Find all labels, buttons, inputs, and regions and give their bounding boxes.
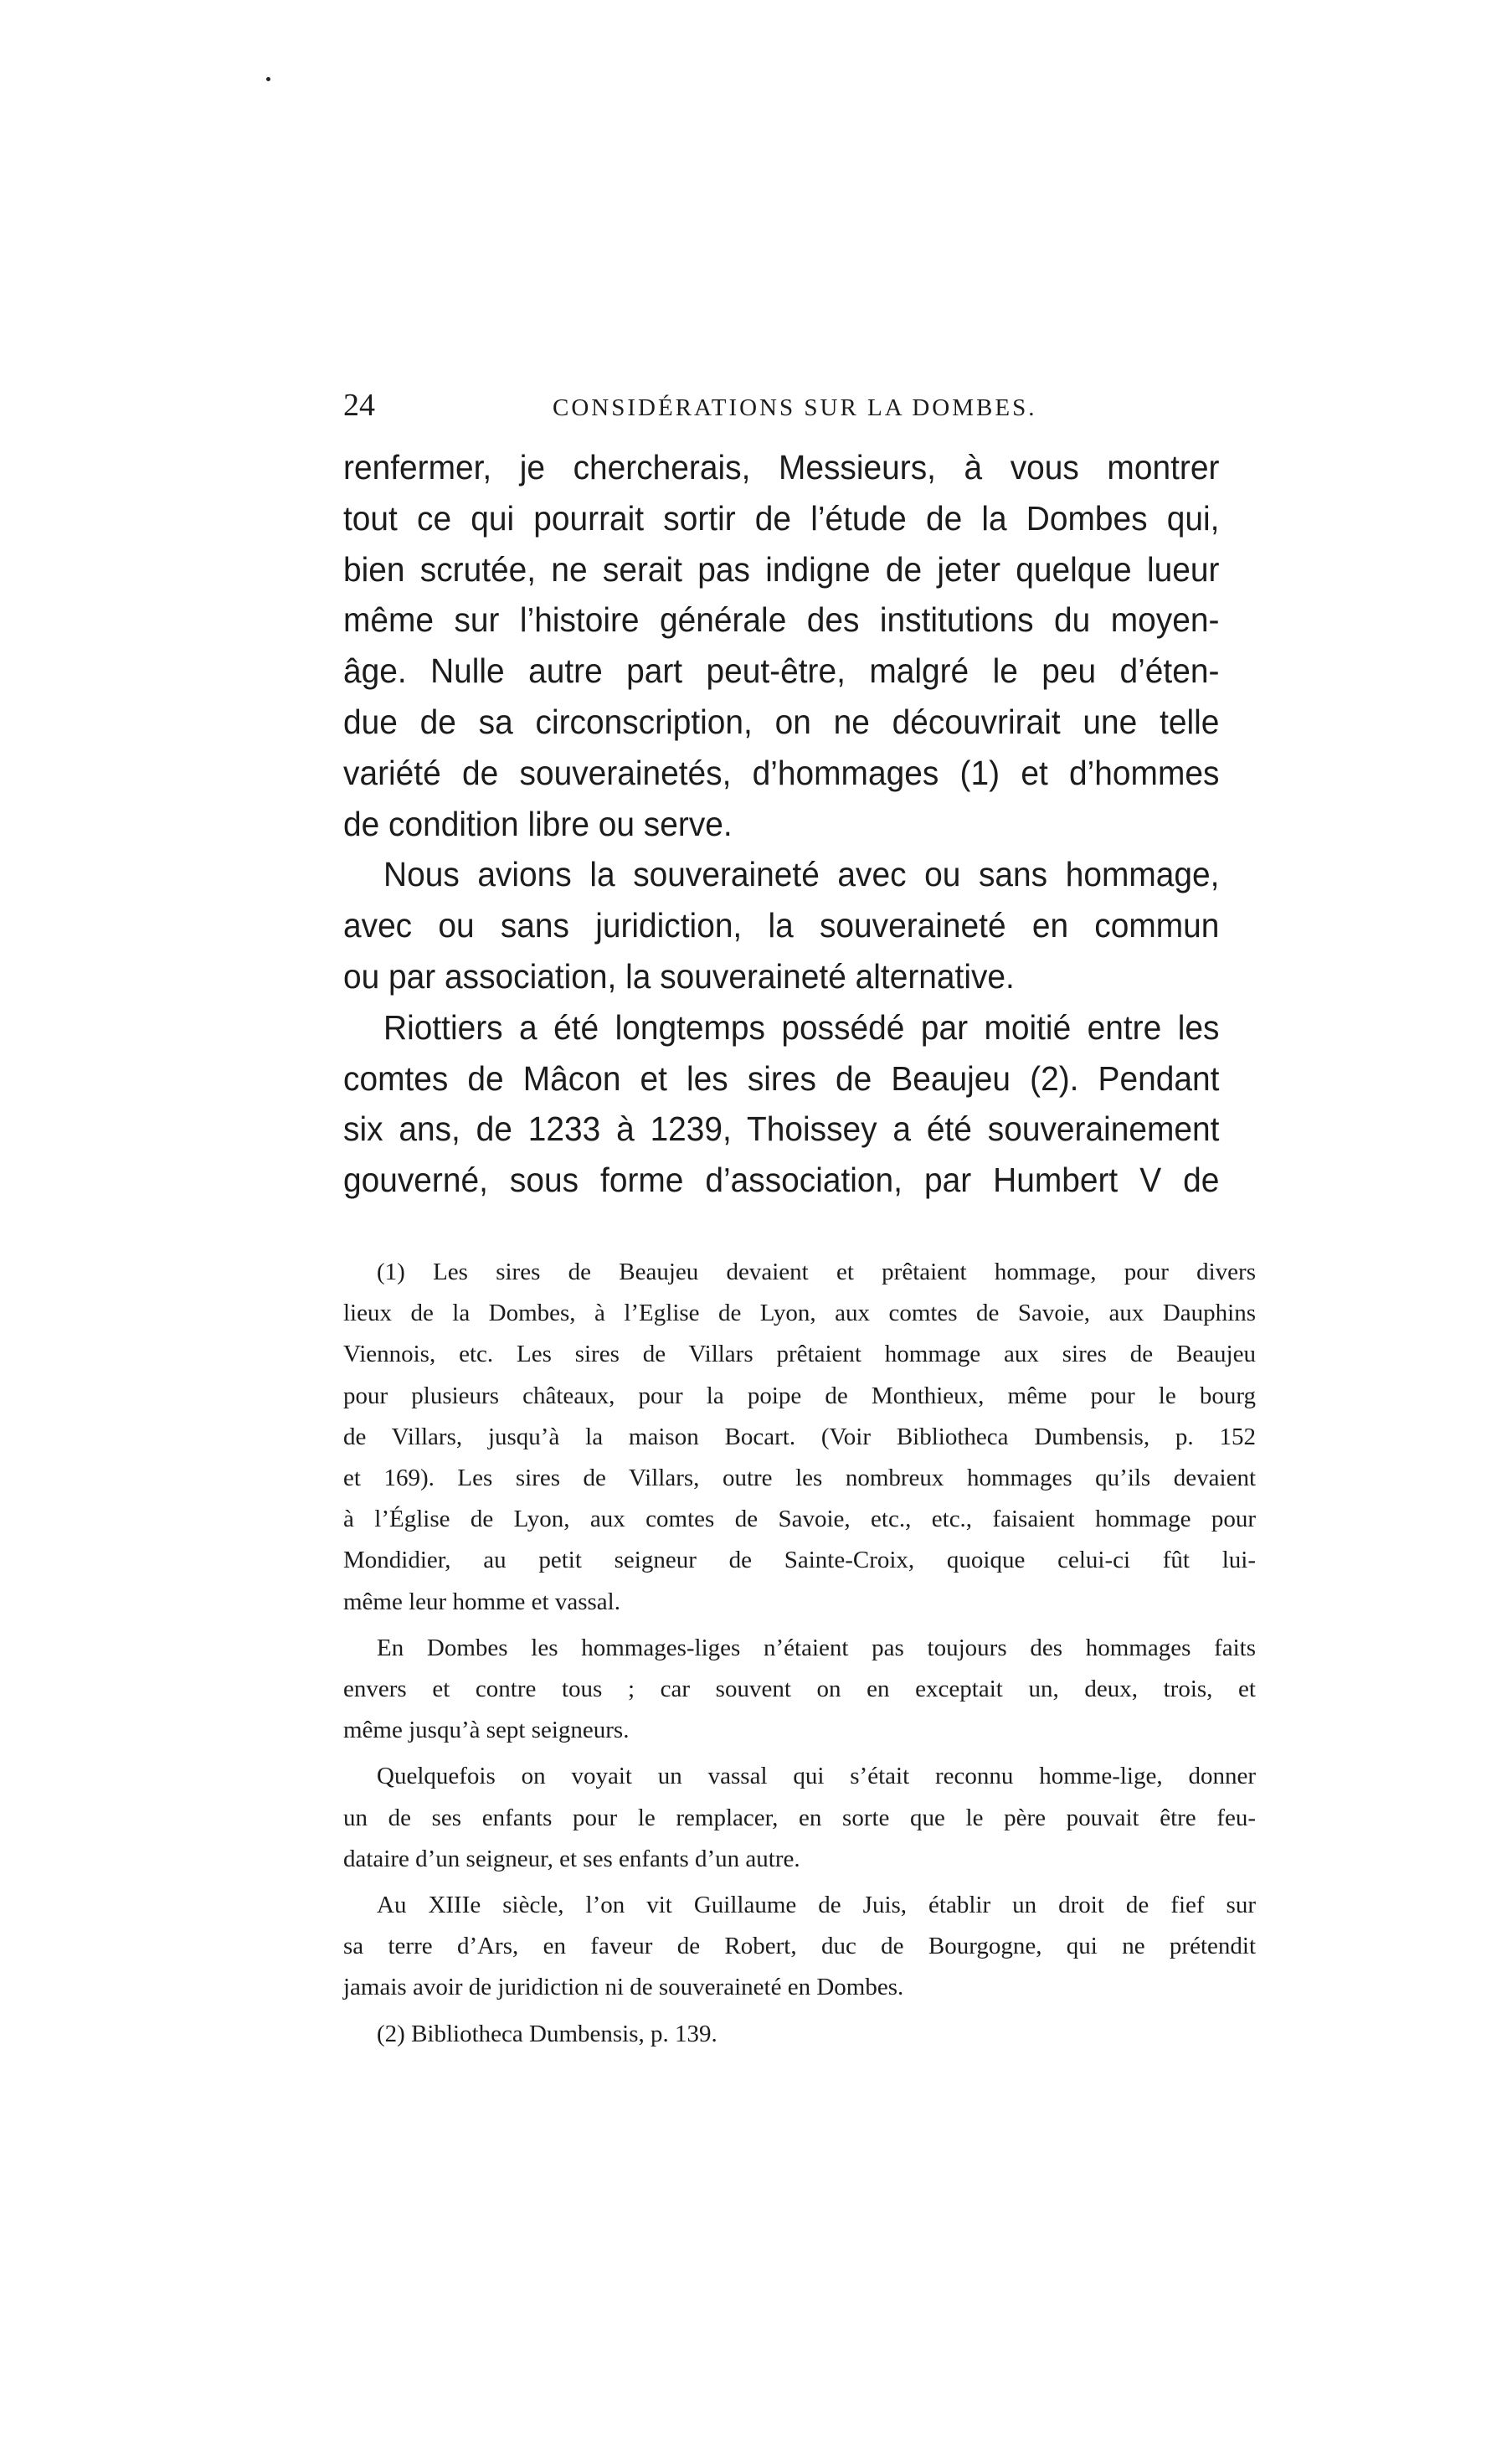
text-line: gouverné, sous forme d’association, par Humbert V de bbox=[343, 1161, 1220, 1200]
footnote-line: En Dombes les hommages-liges n’étaient pas toujours des hommages faits bbox=[377, 1634, 1256, 1661]
footnote-line: Au XIIIe siècle, l’on vit Guillaume de Juis, établir un droit de fief sur bbox=[377, 1892, 1256, 1919]
footnote-line: Quelquefois on voyait un vassal qui s’était reconnu homme-lige, donner bbox=[377, 1763, 1256, 1790]
text-line: six ans, de 1233 à 1239, Thoissey a été souverainement bbox=[343, 1110, 1220, 1149]
text-line: variété de souverainetés, d’hommages (1) et d’hommes bbox=[343, 753, 1220, 792]
text-line: bien scrutée, ne serait pas indigne de jeter quelque lueur bbox=[343, 549, 1220, 589]
page-number: 24 bbox=[343, 388, 375, 423]
footnote-line: lieux de la Dombes, à l’Eglise de Lyon, aux comtes de Savoie, aux Dauphins bbox=[343, 1300, 1256, 1327]
footnote-2 bbox=[343, 2014, 1256, 2055]
footnote-line: (1) Les sires de Beaujeu devaient et prêtaient hommage, pour divers bbox=[377, 1259, 1256, 1285]
footnote-line: même jusqu’à sept seigneurs. bbox=[343, 1717, 630, 1744]
text-line: comtes de Mâcon et les sires de Beaujeu (2). Pendant bbox=[343, 1058, 1220, 1098]
footnote-line: à l’Église de Lyon, aux comtes de Savoie, etc., etc., faisaient hommage pour bbox=[343, 1506, 1256, 1533]
text-line: renfermer, je chercherais, Messieurs, à vous montrer bbox=[343, 448, 1220, 487]
text-line: de condition libre ou serve. bbox=[343, 804, 733, 843]
text-line: Riottiers a été longtemps possédé par moitié entre les bbox=[383, 1007, 1220, 1047]
footnote-1-continued bbox=[343, 1885, 1256, 2009]
footnote-1 bbox=[343, 1252, 1256, 1623]
footnote-line: un de ses enfants pour le remplacer, en sorte que le père pouvait être feu- bbox=[343, 1804, 1256, 1831]
footnote-line: Mondidier, au petit seigneur de Sainte-Croix, quoique celui-ci fût lui- bbox=[343, 1547, 1256, 1574]
paragraph bbox=[343, 442, 1219, 849]
text-line: âge. Nulle autre part peut-être, malgré le peu d’éten- bbox=[343, 651, 1220, 691]
main-text bbox=[343, 442, 1219, 1206]
footnote-line: pour plusieurs châteaux, pour la poipe de Monthieux, même pour le bourg bbox=[343, 1382, 1256, 1409]
footnote-line: (2) Bibliotheca Dumbensis, p. 139. bbox=[377, 2020, 717, 2047]
text-line: avec ou sans juridiction, la souveraineté en commun bbox=[343, 906, 1220, 945]
footnote-line: de Villars, jusqu’à la maison Bocart. (Voir Bibliotheca Dumbensis, p. 152 bbox=[343, 1423, 1256, 1450]
running-header bbox=[343, 387, 1256, 429]
text-line: due de sa circonscription, on ne découvrirait une telle bbox=[343, 702, 1220, 741]
footnote-line: et 169). Les sires de Villars, outre les nombreux hommages qu’ils devaient bbox=[343, 1465, 1256, 1492]
text-line: même sur l’histoire générale des institutions du moyen- bbox=[343, 600, 1220, 640]
footnote-line: Viennois, etc. Les sires de Villars prêtaient hommage aux sires de Beaujeu bbox=[343, 1341, 1256, 1368]
footnote-1-continued bbox=[343, 1756, 1256, 1880]
footnotes bbox=[343, 1252, 1256, 2060]
text-line: ou par association, la souveraineté alternative. bbox=[343, 956, 1015, 996]
text-line: Nous avions la souveraineté avec ou sans hommage, bbox=[383, 855, 1220, 894]
footnote-line: sa terre d’Ars, en faveur de Robert, duc de Bourgogne, qui ne prétendit bbox=[343, 1933, 1256, 1960]
print-speck bbox=[266, 77, 270, 81]
text-line: tout ce qui pourrait sortir de l’étude de la Dombes qui, bbox=[343, 498, 1220, 538]
footnote-line: envers et contre tous ; car souvent on en exceptait un, deux, trois, et bbox=[343, 1676, 1256, 1703]
footnote-line: dataire d’un seigneur, et ses enfants d’un autre. bbox=[343, 1845, 800, 1872]
paragraph bbox=[343, 1002, 1219, 1206]
footnote-line: jamais avoir de juridiction ni de souveraineté en Dombes. bbox=[343, 1974, 904, 2001]
running-title: CONSIDÉRATIONS SUR LA DOMBES. bbox=[553, 394, 1037, 421]
footnote-1-continued bbox=[343, 1628, 1256, 1752]
paragraph bbox=[343, 849, 1219, 1001]
footnote-line: même leur homme et vassal. bbox=[343, 1588, 620, 1615]
